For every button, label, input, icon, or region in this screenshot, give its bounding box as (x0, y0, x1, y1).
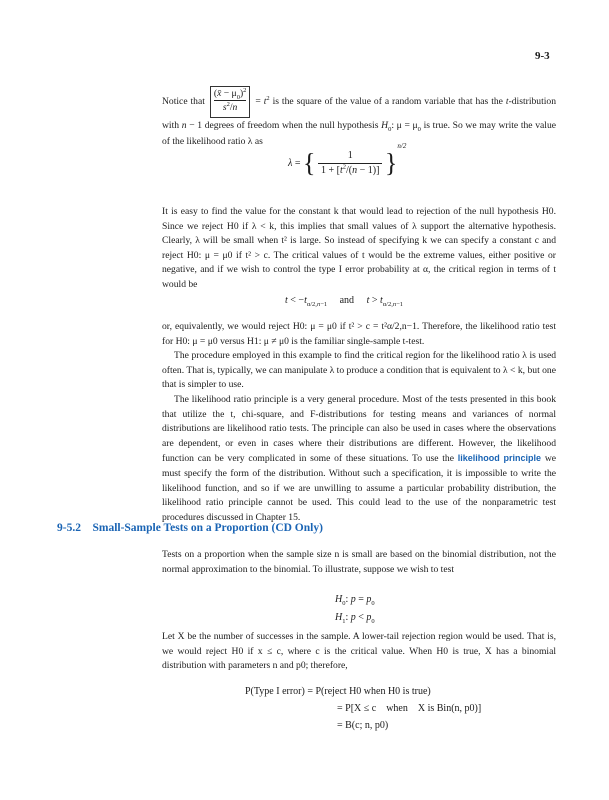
p1-text-b: is the square of the value of a random variable that has the (272, 96, 503, 108)
eq-r1: = P(reject H0 when H0 is true) (307, 686, 431, 697)
p1-text-d: degrees of freedom when the null hypothesis (204, 120, 379, 131)
p5-text-pre: The likelihood ratio principle is a very general procedure. Most of the tests presented in this book that utilize the t, chi-square, and F-distributions for testing means and variances of normal distributions are likelihood ratio tests. The principle can also be used in cases where the observations are dependent, or even in cases where their distributions are different. However, the likelihood function can be very complicated in some of these situations. To use the (162, 393, 556, 465)
paragraph-7 (162, 630, 556, 674)
lambda-equation: λ = { $\frac{1}{1 + [t^2/(n - 1)]}$ }$^{n/2}$ (288, 142, 407, 178)
section-number: 9-5.2 (57, 522, 81, 534)
t-squared-expression: $\frac{(x̄ - \mu_0)^2}{s^2/n}$ (210, 86, 251, 118)
eq-r2-c: X is Bin(n, p0)] (417, 703, 482, 714)
p1-text-e: is true. So we may write the value of the likelihood ratio λ as (162, 120, 557, 147)
p2-text: It is easy to find the value for the constant k that would lead to rejection of the null hypothesis H0. Since we reject H0 if λ < k, this implies that small values of λ support the alternative hypothesis. Clearly, λ will be small when t² is large. So instead of specifying k we can specify a constant c and reject H0: μ = μ0 if t² > c. The critical values of t would be the extreme values, either positive or negative, and if we wish to control the type I error probability at α, the critical region in terms of t would be (162, 206, 556, 290)
p4-text: The procedure employed in this example to find the critical region for the likelihood ratio λ is used often. That is, typically, we can manipulate λ to produce a condition that is equivalent to λ < k, but one that is simpler to use. (162, 350, 556, 391)
p7-text: Let X be the number of successes in the sample. A lower-tail rejection region would be used. That is, we would reject H0 if x ≤ c, where c is the critical value. When H0 is true, X has a binomial distribution with parameters n and p0; therefore, (162, 631, 556, 672)
section-title: Small-Sample Tests on a Proportion (CD Only) (92, 522, 323, 534)
likelihood-principle-link[interactable]: likelihood principle (457, 453, 542, 464)
paragraphs-3-5 (162, 320, 556, 525)
paragraph-2 (162, 205, 556, 293)
alternative-hypothesis: $H_1$: $p < p_0$ (335, 612, 375, 625)
paragraph-1: Notice that $\frac{(x̄ - \mu_0)^2}{s^2/n}$ = $t^2$ is the square of the value of a random variable that has the t-distribution with n − 1 degrees of freedom when the null hypothesis $H_0$: $\mu = \mu_0$ is true. So we may write the value of the likelihood ratio λ as (162, 86, 557, 147)
p1-text-a: Notice that (162, 96, 205, 108)
hypotheses (335, 591, 375, 627)
lambda-exponent: n/2 (397, 142, 407, 150)
type-i-error-equation (245, 683, 481, 734)
null-hypothesis: $H_0$: $p = p_0$ (335, 594, 375, 607)
eq-r2-b: when (386, 703, 408, 714)
lambda-fraction: $\frac{1}{1 + [t^2/(n - 1)]}$ (318, 149, 382, 179)
p1-text-c: -distribution with (162, 96, 556, 131)
p5-text-post: we must specify the form of the distribution. Without such a specification, it is impossible to write the likelihood function, and so if we are unwilling to assume a particular probability distribution, the likelihood ratio principle cannot be used. This could lead to the use of the nonparametric test procedures discussed in Chapter 15. (162, 453, 556, 523)
p6-text: Tests on a proportion when the sample size n is small are based on the binomial distribution, not the normal approximation to the binomial. To illustrate, suppose we wish to test (162, 549, 556, 575)
eq-r3: = B(c; n, p0) (337, 720, 389, 731)
p3-text: or, equivalently, we would reject H0: μ = μ0 if t² > c = t²α/2,n−1. Therefore, the likelihood ratio test for H0: μ = μ0 versus H1: μ ≠ μ0 is the familiar single-sample t-test. (162, 321, 556, 347)
eq-r2-a: = P[X ≤ c (337, 703, 377, 714)
critical-region-equation: $t < -t_{\alpha/2,n-1}$ and $t > t_{\alpha/2,n-1}$ (285, 295, 404, 308)
eq-lhs: P(Type I error) (245, 686, 305, 697)
page-number: 9-3 (535, 50, 550, 62)
section-heading (57, 521, 323, 536)
crit-and: and (339, 295, 355, 306)
paragraph-6 (162, 548, 556, 577)
